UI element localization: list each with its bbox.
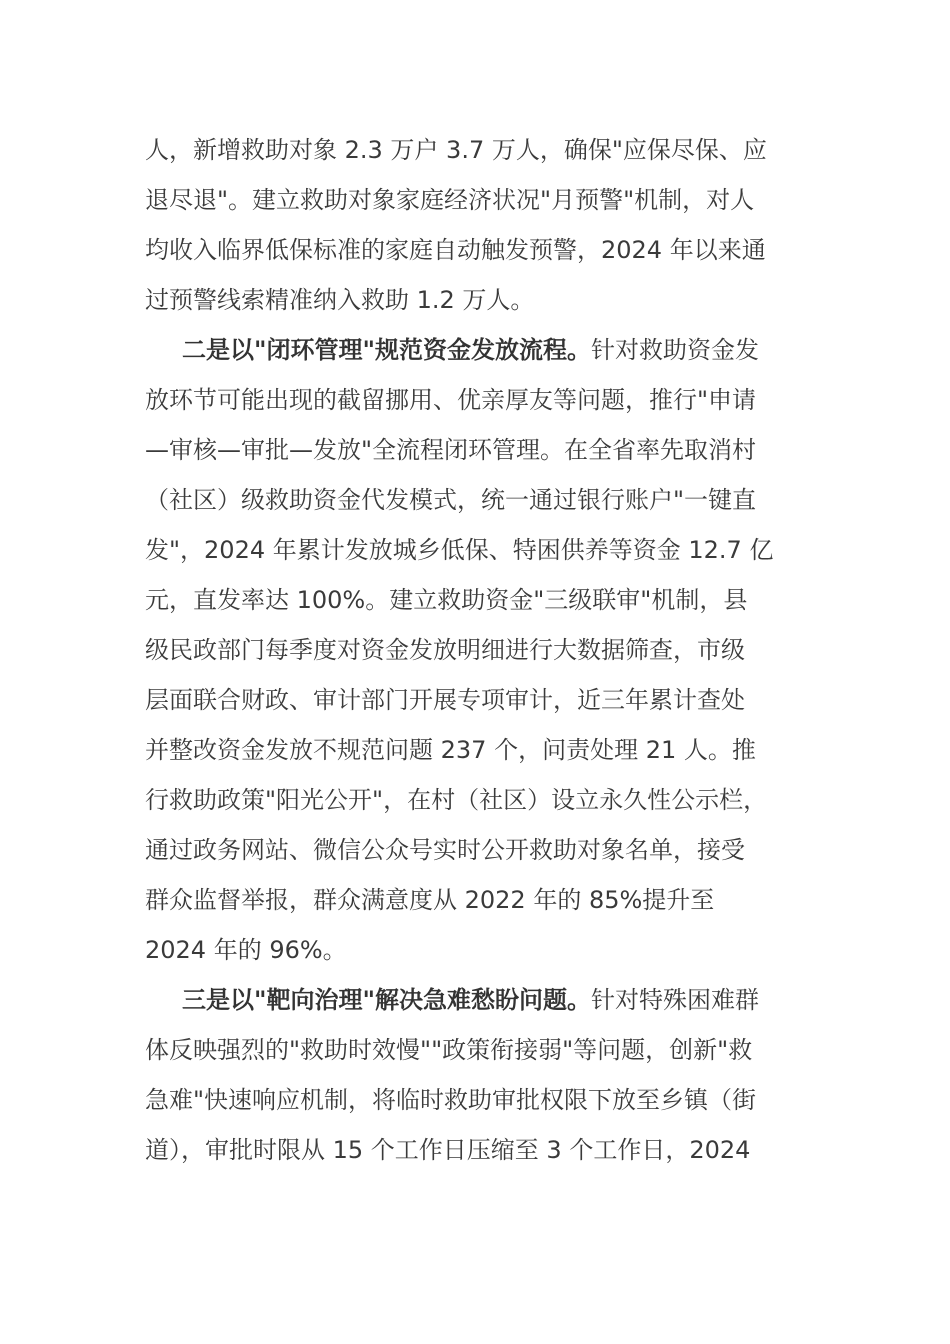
paragraph-lead-heading: 三是以"靶向治理"解决急难愁盼问题。 [182, 986, 592, 1014]
text-line: 过预警线索精准纳入救助 1.2 万人。 [145, 286, 535, 314]
paragraph-first-line [145, 325, 805, 375]
text-line: 级民政部门每季度对资金发放明细进行大数据筛查，市级 [145, 636, 745, 664]
text-line: 并整改资金发放不规范问题 237 个，问责处理 21 人。推 [145, 736, 756, 764]
paragraph-first-line-rest: 针对特殊困难群 [591, 986, 760, 1014]
text-line: 层面联合财政、审计部门开展专项审计，近三年累计查处 [145, 686, 745, 714]
text-line: 群众监督举报，群众满意度从 2022 年的 85%提升至 [145, 886, 715, 914]
paragraph-first-line-rest: 针对救助资金发 [591, 336, 760, 364]
text-line: 退尽退"。建立救助对象家庭经济状况"月预警"机制，对人 [145, 186, 755, 214]
document-body [145, 125, 805, 1175]
text-line: （社区）级救助资金代发模式，统一通过银行账户"一键直 [145, 486, 757, 514]
text-line: 通过政务网站、微信公众号实时公开救助对象名单，接受 [145, 836, 745, 864]
text-line: 元，直发率达 100%。建立救助资金"三级联审"机制，县 [145, 586, 748, 614]
text-line: 人，新增救助对象 2.3 万户 3.7 万人，确保"应保尽保、应 [145, 136, 767, 164]
paragraph-lead-heading: 二是以"闭环管理"规范资金发放流程。 [182, 336, 592, 364]
paragraph-first-line [145, 975, 805, 1025]
paragraph-3 [145, 975, 805, 1175]
text-line: 放环节可能出现的截留挪用、优亲厚友等问题，推行"申请 [145, 386, 757, 414]
text-line: 体反映强烈的"救助时效慢""政策衔接弱"等问题，创新"救 [145, 1036, 753, 1064]
text-line: 均收入临界低保标准的家庭自动触发预警，2024 年以来通 [145, 236, 766, 264]
text-line: 急难"快速响应机制，将临时救助审批权限下放至乡镇（街 [145, 1086, 757, 1114]
text-line: 行救助政策"阳光公开"，在村（社区）设立永久性公示栏， [145, 786, 768, 814]
text-line: —审核—审批—发放"全流程闭环管理。在全省率先取消村 [145, 436, 757, 464]
text-line: 2024 年的 96%。 [145, 936, 347, 964]
text-line: 道），审批时限从 15 个工作日压缩至 3 个工作日，2024 [145, 1136, 751, 1164]
paragraph-1 [145, 125, 805, 325]
text-line: 发"，2024 年累计发放城乡低保、特困供养等资金 12.7 亿 [145, 536, 774, 564]
paragraph-2 [145, 325, 805, 975]
